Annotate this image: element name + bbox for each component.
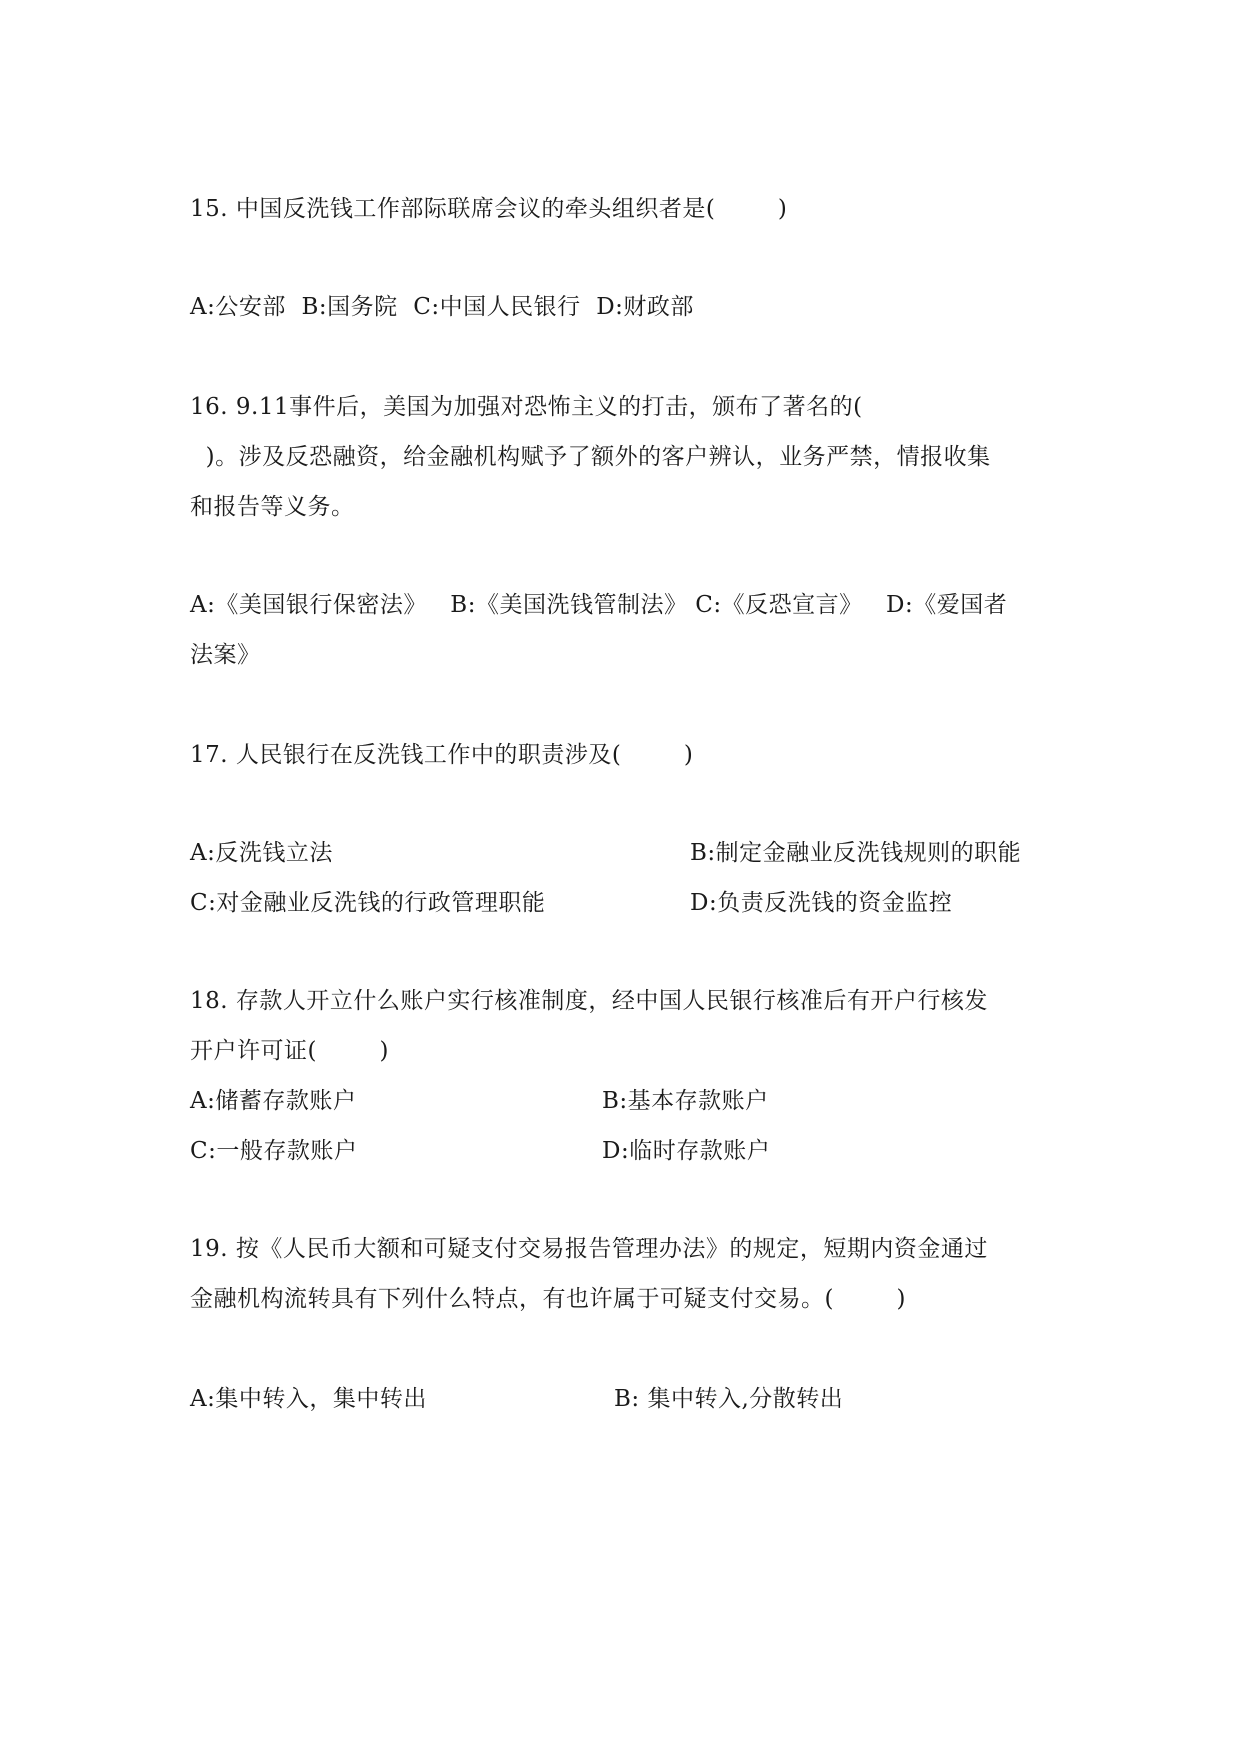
- question-19-text-line-1: 19. 按《人民币大额和可疑支付交易报告管理办法》的规定，短期内资金通过: [190, 1236, 988, 1262]
- question-18-option-b: B:基本存款账户: [602, 1088, 769, 1114]
- question-16-options-line-1: A:《美国银行保密法》 B:《美国洗钱管制法》 C:《反恐宣言》 D:《爱国者: [190, 592, 1008, 618]
- question-16-text-line-2: )。涉及反恐融资，给金融机构赋予了额外的客户辨认，业务严禁，情报收集: [190, 444, 991, 470]
- question-18-text-line-1: 18. 存款人开立什么账户实行核准制度，经中国人民银行核准后有开户行核发: [190, 988, 988, 1014]
- question-17-option-d: D:负责反洗钱的资金监控: [690, 890, 953, 916]
- question-17-option-b: B:制定金融业反洗钱规则的职能: [690, 840, 1022, 866]
- question-18-text-line-2: 开户许可证( ): [190, 1038, 389, 1064]
- question-19-option-a: A:集中转入，集中转出: [190, 1386, 427, 1412]
- question-17-option-a: A:反洗钱立法: [190, 840, 333, 866]
- question-19-text-line-2: 金融机构流转具有下列什么特点，有也许属于可疑支付交易。( ): [190, 1286, 906, 1312]
- question-19-option-b: B: 集中转入,分散转出: [614, 1386, 844, 1412]
- question-18-option-a: A:储蓄存款账户: [190, 1088, 357, 1114]
- question-16-options-line-2: 法案》: [190, 642, 261, 668]
- question-15-options: A:公安部 B:国务院 C:中国人民银行 D:财政部: [190, 294, 694, 320]
- question-17-text: 17. 人民银行在反洗钱工作中的职责涉及( ): [190, 742, 694, 768]
- question-15-text: 15. 中国反洗钱工作部际联席会议的牵头组织者是( ): [190, 196, 788, 222]
- question-18-option-d: D:临时存款账户: [602, 1138, 771, 1164]
- question-18-option-c: C:一般存款账户: [190, 1138, 358, 1164]
- question-16-text-line-1: 16. 9.11事件后，美国为加强对恐怖主义的打击，颁布了著名的(: [190, 394, 863, 420]
- question-17-option-c: C:对金融业反洗钱的行政管理职能: [190, 890, 546, 916]
- question-16-text-line-3: 和报告等义务。: [190, 494, 355, 520]
